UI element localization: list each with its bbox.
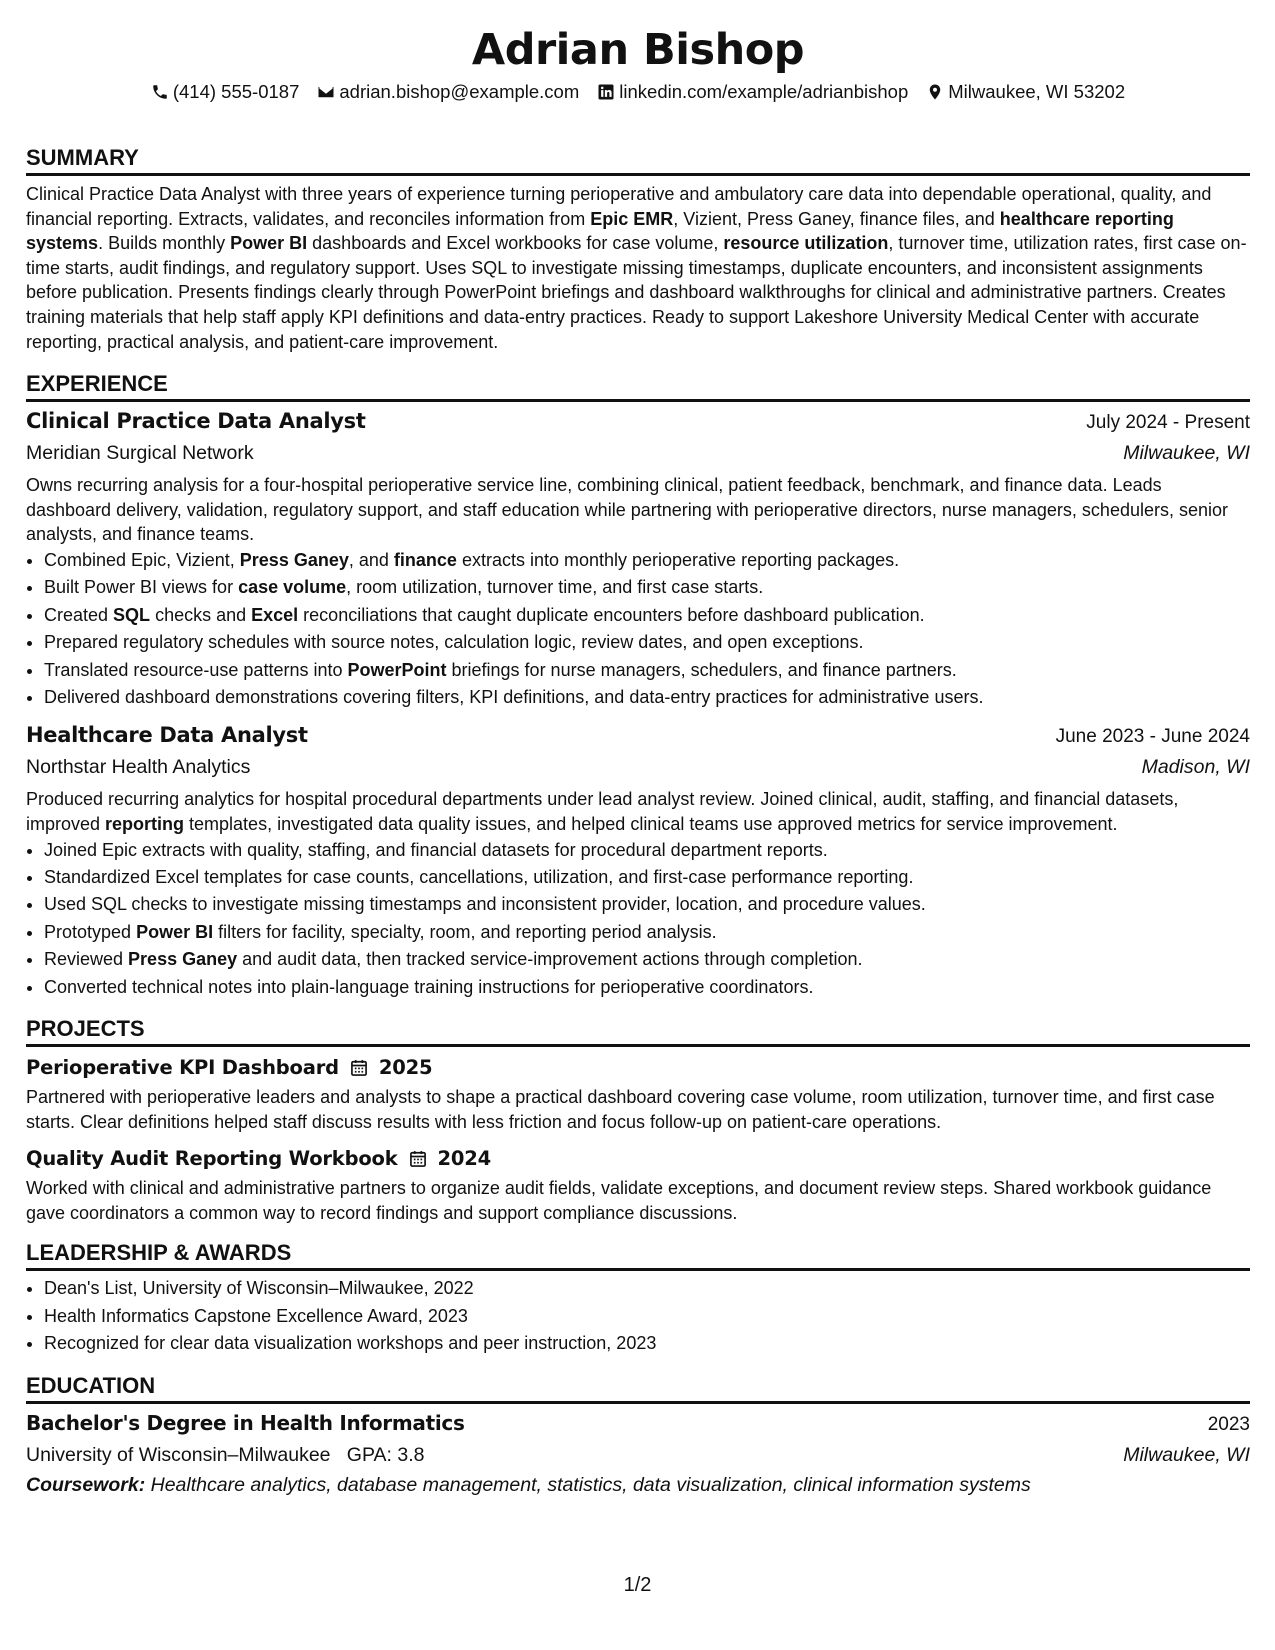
text-run: Prepared regulatory schedules with source notes, calculation logic, review dates, and open exceptions.: [44, 632, 864, 653]
bold-keyword: Epic EMR: [590, 208, 674, 229]
job-entry: [26, 720, 1250, 1001]
text-run: dashboards and Excel workbooks for case volume,: [307, 233, 724, 254]
bold-keyword: Press Ganey: [128, 949, 238, 970]
calendar-icon: [408, 1149, 428, 1169]
resume-page: [26, 0, 1250, 1500]
job-entry: [26, 406, 1250, 711]
degree-title: Bachelor's Degree in Health Informatics: [26, 1410, 465, 1435]
section-title-education: EDUCATION: [26, 1372, 1250, 1404]
project-description: Worked with clinical and administrative partners to organize audit fields, validate exceptions, and document review steps. Shared workbook guidance gave coordinators a common way to record findings and support compliance discussions.: [26, 1178, 1212, 1223]
linkedin-link[interactable]: linkedin.com/example/adrianbishop: [619, 81, 909, 102]
job-bullets: [26, 547, 1250, 711]
bullet-item: [44, 684, 1250, 711]
text-run: reconciliations that caught duplicate encounters before dashboard publication.: [298, 604, 925, 625]
bold-keyword: case volume: [238, 577, 347, 598]
award-item: • Recognized for clear data visualization workshops and peer instruction, 2023: [44, 1330, 1250, 1357]
project-description: Partnered with perioperative leaders and analysts to shape a practical dashboard covering case volume, room utilization, turnover time, and first case starts. Clear definitions helped staff discuss results with less friction and focus follow-up on patient-care operations.: [26, 1087, 1215, 1132]
bullet-item: [44, 602, 1250, 629]
school-location: Milwaukee, WI: [1123, 1443, 1250, 1466]
text-run: Clinical Practice Data Analyst with three years of experience turning perioperative and ambulatory care data into dependable operational, quality, and financial reporting. Extracts, validates, and reconciles information from: [26, 184, 1212, 229]
text-run: Built Power BI views for: [44, 577, 239, 598]
project-name: Perioperative KPI Dashboard: [26, 1056, 339, 1079]
school-line: [26, 1440, 424, 1470]
text-run: Standardized Excel templates for case counts, cancellations, utilization, and first-case performance reporting.: [44, 866, 914, 887]
text-run: Reviewed: [44, 949, 129, 970]
text-run: Translated resource-use patterns into: [44, 659, 348, 680]
text-run: Created: [44, 604, 114, 625]
contact-phone: [151, 80, 300, 104]
text-run: Delivered dashboard demonstrations covering filters, KPI definitions, and data-entry practices for administrative users.: [44, 686, 984, 707]
map-pin-icon: [926, 83, 944, 101]
location-text: Milwaukee, WI 53202: [948, 81, 1126, 102]
text-run: filters for facility, specialty, room, and reporting period analysis.: [213, 921, 717, 942]
email-link[interactable]: adrian.bishop@example.com: [339, 81, 580, 102]
job-dates: July 2024 - Present: [1086, 412, 1250, 434]
gpa: GPA: 3.8: [346, 1443, 425, 1466]
bullet-item: [44, 946, 1250, 973]
project-entry: [26, 1144, 1250, 1225]
bullet-item: [44, 837, 1250, 864]
job-description: [26, 473, 1250, 547]
text-run: Joined Epic extracts with quality, staffing, and financial datasets for procedural department reports.: [44, 839, 828, 860]
text-run: briefings for nurse managers, schedulers, and finance partners.: [446, 659, 957, 680]
text-run: Combined Epic, Vizient,: [44, 549, 240, 570]
phone-text: (414) 555-0187: [172, 81, 300, 102]
section-title-leadership: LEADERSHIP & AWARDS: [26, 1239, 1250, 1271]
job-location: Madison, WI: [1141, 756, 1250, 779]
bold-keyword: PowerPoint: [347, 659, 447, 680]
calendar-icon: [349, 1058, 369, 1078]
bold-keyword: healthcare reporting systems: [26, 208, 1174, 254]
text-run: and audit data, then tracked service-improvement actions through completion.: [237, 949, 863, 970]
education-section: [26, 1372, 1250, 1500]
text-run: , Vizient, Press Ganey, finance files, and: [673, 208, 1000, 229]
text-run: , and: [348, 549, 394, 570]
coursework-label: Coursework:: [26, 1473, 146, 1496]
text-run: checks and: [150, 604, 252, 625]
job-bullets: [26, 837, 1250, 1001]
bold-keyword: SQL: [113, 604, 151, 625]
text-run: Used SQL checks to investigate missing timestamps and inconsistent provider, location, and procedure values.: [44, 894, 926, 915]
section-title-projects: PROJECTS: [26, 1015, 1250, 1047]
bold-keyword: finance: [393, 549, 457, 570]
bold-keyword: Excel: [251, 604, 299, 625]
school-name: University of Wisconsin–Milwaukee: [26, 1443, 331, 1466]
text-run: extracts into monthly perioperative reporting packages.: [456, 549, 900, 570]
summary-section: [26, 144, 1250, 354]
bold-keyword: resource utilization: [723, 233, 889, 254]
candidate-name: Adrian Bishop: [471, 25, 805, 75]
project-year: 2024: [437, 1147, 491, 1171]
contact-email[interactable]: [317, 80, 579, 104]
job-description: [26, 787, 1250, 836]
summary-text: [26, 182, 1250, 354]
experience-section: [26, 370, 1250, 1001]
bold-keyword: Power BI: [230, 233, 308, 254]
bullet-item: [44, 891, 1250, 918]
bullet-item: [44, 574, 1250, 601]
text-run: , room utilization, turnover time, and first case starts.: [346, 577, 764, 598]
text-run: Produced recurring analytics for hospital procedural departments under lead analyst review. Joined clinical, audit, staffing, and financial datasets, improved: [26, 789, 1179, 834]
projects-section: [26, 1015, 1250, 1225]
page-number: 1/2: [623, 1574, 652, 1596]
contact-location: [926, 80, 1125, 104]
bullet-item: [44, 629, 1250, 656]
awards-list: [26, 1275, 1250, 1357]
bold-keyword: reporting: [105, 813, 185, 834]
bullet-item: [44, 974, 1250, 1001]
graduation-year: 2023: [1207, 1413, 1250, 1435]
contact-linkedin[interactable]: [597, 80, 908, 104]
project-year: 2025: [378, 1056, 433, 1079]
coursework-line: [26, 1470, 1250, 1500]
text-run: Owns recurring analysis for a four-hospital perioperative service line, combining clinical, patient feedback, benchmark, and finance data. Leads dashboard delivery, validation, regulatory support, and staff education while partnering with perioperative directors, nurse managers, schedulers, senior analysts, and finance teams.: [26, 475, 1229, 545]
bullet-item: [44, 919, 1250, 946]
job-location: Milwaukee, WI: [1123, 442, 1250, 465]
project-entry: [26, 1053, 1250, 1134]
text-run: Converted technical notes into plain-language training instructions for perioperative coordinators.: [44, 976, 814, 997]
job-title: Clinical Practice Data Analyst: [26, 409, 366, 434]
award-item: • Health Informatics Capstone Excellence Award, 2023: [44, 1303, 1250, 1330]
linkedin-icon: [597, 83, 615, 101]
coursework-text: Healthcare analytics, database management, statistics, data visualization, clinical information systems: [145, 1473, 1031, 1496]
job-company: Meridian Surgical Network: [26, 442, 254, 465]
text-run: . Builds monthly: [98, 233, 231, 254]
section-title-experience: EXPERIENCE: [26, 370, 1250, 402]
job-company: Northstar Health Analytics: [26, 756, 251, 779]
text-run: Prototyped: [44, 921, 137, 942]
text-run: templates, investigated data quality issues, and helped clinical teams use approved metrics for service improvement.: [184, 813, 1118, 834]
bullet-item: [44, 864, 1250, 891]
envelope-icon: [317, 83, 335, 101]
project-name: Quality Audit Reporting Workbook: [26, 1147, 398, 1171]
phone-icon: [151, 83, 169, 101]
contact-bar: [26, 80, 1250, 104]
bullet-item: [44, 547, 1250, 574]
bold-keyword: Press Ganey: [239, 549, 349, 570]
job-title: Healthcare Data Analyst: [26, 723, 308, 748]
bold-keyword: Power BI: [136, 921, 214, 942]
text-run: , turnover time, utilization rates, first case on-time starts, audit findings, and regulatory support. Uses SQL to investigate missing timestamps, duplicate encounters, and inconsistent assignments before publication. Presents findings clearly through PowerPoint briefings and dashboard walkthroughs for clinical and administrative partners. Creates training materials that help staff apply KPI definitions and data-entry practices. Ready to support Lakeshore University Medical Center with accurate reporting, practical analysis, and patient-care improvement.: [26, 233, 1247, 352]
award-item: • Dean's List, University of Wisconsin–Milwaukee, 2022: [44, 1275, 1250, 1302]
job-dates: June 2023 - June 2024: [1055, 726, 1250, 748]
bullet-item: [44, 657, 1250, 684]
leadership-section: [26, 1239, 1250, 1357]
section-title-summary: SUMMARY: [26, 144, 1250, 176]
